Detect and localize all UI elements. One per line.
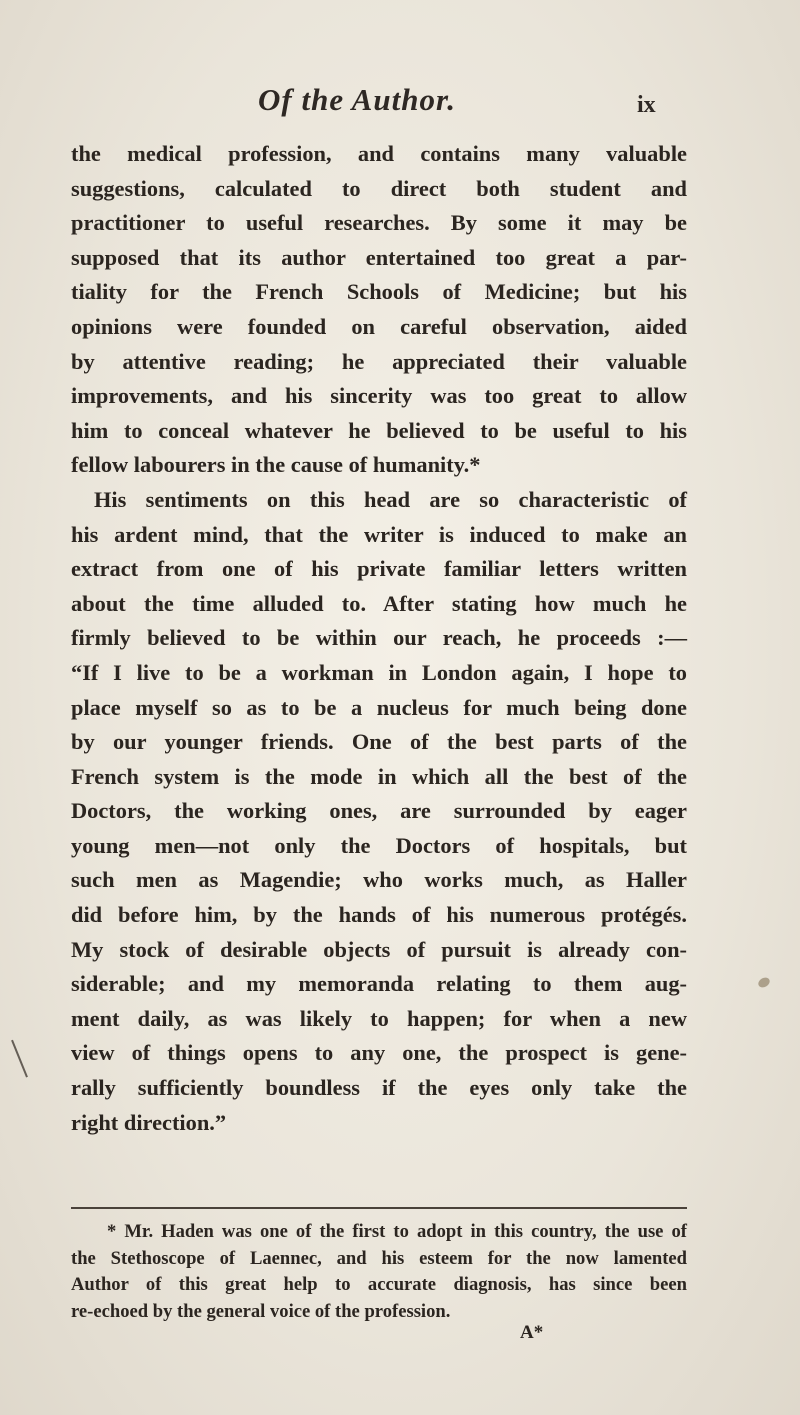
text-line: practitioner to useful researches. By some it may be	[71, 210, 687, 236]
text-line: him to conceal whatever he believed to be useful to his	[71, 417, 687, 443]
text-line: ment daily, as was likely to happen; for when a new	[71, 1005, 687, 1031]
text-line: improvements, and his sincerity was too great to allow	[71, 383, 687, 409]
text-line: such men as Magendie; who works much, as Haller	[71, 867, 687, 893]
footnote	[71, 1219, 687, 1325]
text-line: siderable; and my memoranda relating to them aug-	[71, 971, 687, 997]
footnote-line: Author of this great help to accurate diagnosis, has since been	[71, 1274, 687, 1295]
text-line: firmly believed to be within our reach, he proceeds :—	[71, 625, 687, 651]
running-title: Of the Author.	[258, 82, 457, 117]
text-line: by our younger friends. One of the best parts of the	[71, 729, 687, 755]
text-line: about the time alluded to. After stating how much he	[71, 590, 687, 616]
margin-smudge	[757, 976, 772, 990]
text-line: rally sufficiently boundless if the eyes only take the	[71, 1075, 687, 1101]
footnote-divider	[71, 1207, 687, 1209]
footnote-line: re-echoed by the general voice of the profession.	[71, 1300, 451, 1322]
text-line: extract from one of his private familiar letters written	[71, 556, 687, 582]
running-head	[0, 82, 800, 122]
text-line: tiality for the French Schools of Medicine; but his	[71, 279, 687, 305]
text-line: place myself so as to be a nucleus for much being done	[71, 694, 687, 720]
text-line: opinions were founded on careful observation, aided	[71, 313, 687, 339]
text-line: My stock of desirable objects of pursuit is already con-	[71, 936, 687, 962]
text-line: suggestions, calculated to direct both student and	[71, 175, 687, 201]
footnote-line: the Stethoscope of Laennec, and his esteem for the now lamented	[71, 1247, 687, 1269]
text-line: the medical profession, and contains many valuable	[71, 141, 687, 166]
text-line: right direction.”	[71, 1109, 227, 1135]
text-line: fellow labourers in the cause of humanity.*	[71, 452, 481, 478]
footnote-line: * Mr. Haden was one of the first to adopt in this country, the use of	[107, 1221, 687, 1242]
text-line: by attentive reading; he appreciated their valuable	[71, 348, 687, 374]
text-line: young men—not only the Doctors of hospitals, but	[71, 832, 687, 858]
text-line: “If I live to be a workman in London again, I hope to	[71, 659, 687, 685]
text-line: Doctors, the working ones, are surrounded by eager	[71, 798, 687, 824]
text-line: His sentiments on this head are so characteristic of	[94, 486, 687, 512]
text-line: did before him, by the hands of his numerous protégés.	[71, 902, 687, 928]
signature-mark: A*	[520, 1322, 544, 1343]
text-line: supposed that its author entertained too great a par-	[71, 244, 687, 270]
text-line: his ardent mind, that the writer is induced to make an	[71, 521, 687, 547]
text-line: French system is the mode in which all the best of the	[71, 763, 687, 789]
page-number: ix	[637, 92, 656, 118]
text-line: view of things opens to any one, the prospect is gene-	[71, 1040, 687, 1066]
body-text	[71, 137, 687, 1140]
margin-pencil-mark	[11, 1034, 41, 1077]
